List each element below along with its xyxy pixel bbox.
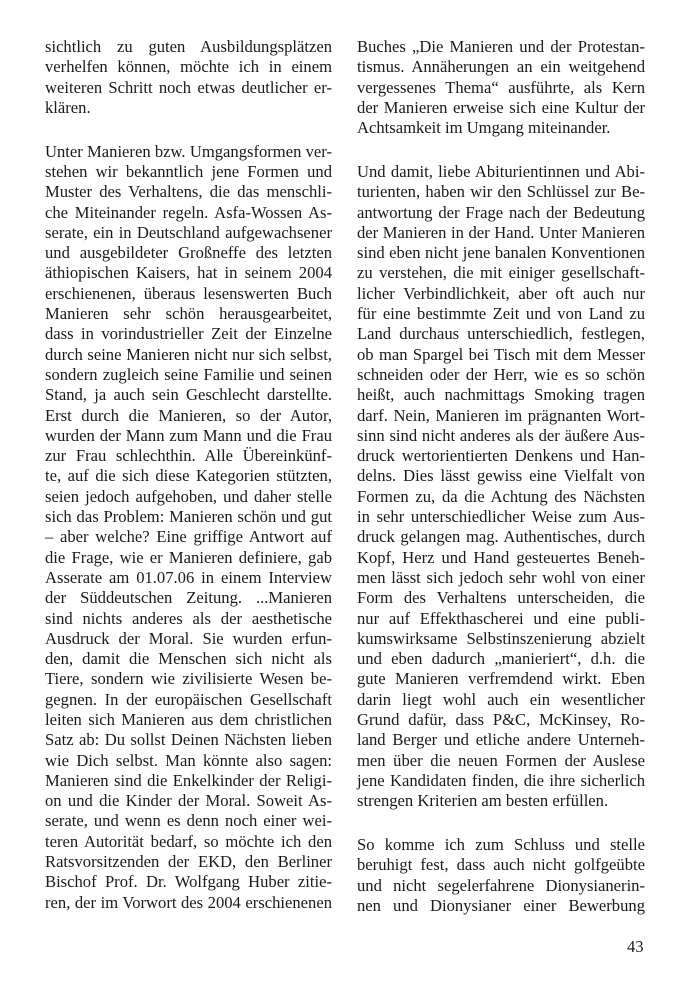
- text-line: ren, der im Vorwort des 2004 erschienenen: [45, 892, 332, 912]
- text-line: Und damit, liebe Abiturientinnen und Abi-: [357, 161, 645, 181]
- text-line: Achtsamkeit im Umgang miteinander.: [357, 118, 611, 138]
- text-line: So komme ich zum Schluss und stelle: [357, 834, 645, 854]
- text-line: men über die neuen Formen der Auslese: [357, 750, 645, 770]
- text-line: tismus. Annäherungen an ein weitgehend: [357, 57, 645, 77]
- text-line: beruhigt fest, dass auch nicht golfgeübte: [357, 855, 645, 875]
- text-line: Muster des Verhaltens, die das menschli-: [45, 182, 332, 202]
- text-line: gegnen. In der europäischen Gesellschaft: [45, 689, 332, 709]
- text-line: klären.: [45, 97, 91, 117]
- text-line: men lässt sich jedoch sehr wohl von einer: [357, 567, 645, 587]
- text-line: leiten sich Manieren aus dem christlichen: [45, 710, 332, 729]
- text-line: verhelfen können, möchte ich in einem: [45, 57, 332, 77]
- text-line: Form des Verhaltens unterscheiden, die: [357, 588, 645, 608]
- text-line: stehen wir bekanntlich jene Formen und: [45, 161, 332, 181]
- text-line: weiteren Schritt noch etwas deutlicher er-: [45, 77, 332, 97]
- text-line: teren Autorität bedarf, so möchte ich den: [45, 831, 332, 851]
- text-line: Stand, ja auch sein Geschlecht darstellte.: [45, 385, 332, 405]
- text-line: wurden der Mann zum Mann und die Frau: [45, 425, 332, 445]
- text-line: der Süddeutschen Zeitung. ...Manieren: [45, 588, 332, 608]
- text-line: Land durchaus unterschiedlich, festlegen,: [357, 324, 645, 344]
- text-line: und nicht segelerfahrene Dionysianerin-: [357, 875, 645, 895]
- text-line: che Miteinander regeln. Asfa-Wossen As-: [45, 202, 332, 222]
- text-line: Ausdruck der Moral. Sie wurden erfun-: [45, 628, 332, 648]
- text-line: zur Frau schlechthin. Alle Übereinkünf-: [45, 446, 332, 466]
- text-line: darin liegt wohl auch ein wesentlicher: [357, 689, 645, 709]
- page-number: 43: [627, 937, 644, 956]
- text-line: nur auf Effekthascherei und eine publi-: [357, 608, 645, 628]
- paragraph: [45, 37, 332, 118]
- text-line: nen und Dionysianer einer Bewerbung: [357, 895, 645, 915]
- text-line: land Berger und etliche andere Unterneh-: [357, 730, 645, 750]
- text-line: Ratsvorsitzenden der EKD, den Berliner: [45, 852, 332, 872]
- text-line: und ausgebildeter Großneffe des letzten: [45, 243, 332, 263]
- text-line: vergessenes Thema“ ausführte, als Kern: [357, 77, 645, 97]
- text-line: und eben dadurch „manieriert“, d.h. die: [357, 649, 645, 669]
- text-line: ob man Spargel bei Tisch mit dem Messer: [357, 344, 645, 364]
- text-line: Buches „Die Manieren und der Protestan-: [357, 37, 645, 56]
- text-line: druck gelangen mag. Authentisches, durch: [357, 527, 645, 547]
- paragraph: [357, 37, 645, 138]
- text-line: sinn sind nicht anderes als der äußere Aus-: [357, 425, 645, 445]
- text-line: Manieren sind die Enkelkinder der Religi-: [45, 770, 332, 790]
- text-line: seien jedoch aufgehoben, und daher stelle: [45, 486, 332, 506]
- text-line: Satz ab: Du sollst Deinen Nächsten lieben: [45, 730, 332, 750]
- text-line: kumswirksame Selbstinszenierung abzielt: [357, 628, 645, 648]
- text-line: Tiere, sondern wie zivilisierte Wesen be-: [45, 669, 332, 689]
- text-line: on und die Kinder der Moral. Soweit As-: [45, 791, 332, 811]
- paragraph-gap: [45, 118, 332, 142]
- text-line: in sehr unterschiedlicher Weise zum Aus-: [357, 507, 645, 527]
- text-line: Asserate am 01.07.06 in einem Interview: [45, 567, 332, 587]
- text-line: Erst durch die Manieren, so der Autor,: [45, 405, 332, 425]
- text-line: delns. Dies lässt gewiss eine Vielfalt von: [357, 466, 645, 486]
- text-line: strengen Kriterien am besten erfüllen.: [357, 791, 609, 811]
- text-line: serate, und wenn es denn noch einer wei-: [45, 811, 332, 831]
- text-line: licher Verbindlichkeit, aber oft auch nur: [357, 283, 645, 303]
- text-line: durch seine Manieren nicht nur sich selbst,: [45, 344, 332, 364]
- text-line: sind eben nicht jene banalen Konventionen: [357, 243, 645, 263]
- text-line: heißt, auch nachmittags Smoking tragen: [357, 385, 645, 405]
- text-line: für eine bestimmte Zeit und von Land zu: [357, 304, 645, 324]
- text-line: jene Kandidaten finden, die ihre sicherlich: [357, 770, 645, 790]
- paragraph: [45, 142, 332, 913]
- text-line: Bischof Prof. Dr. Wolfgang Huber zitie-: [45, 872, 332, 892]
- paragraph: [357, 162, 645, 812]
- text-line: wie Dich selbst. Man könnte also sagen:: [45, 750, 332, 770]
- text-line: zu verstehen, die mit einiger gesellschaft-: [357, 263, 645, 283]
- text-line: schneiden oder der Herr, wie es so schön: [357, 364, 645, 384]
- text-line: sich das Problem: Manieren schön und gut: [45, 507, 332, 527]
- text-line: Kopf, Herz und Hand gesteuertes Beneh-: [357, 547, 645, 567]
- text-line: sind nichts anderes als der aesthetische: [45, 608, 332, 628]
- right-column: [357, 37, 645, 916]
- text-line: druck wertorientierten Denkens und Han-: [357, 446, 645, 466]
- text-line: antwortung der Frage nach der Bedeutung: [357, 202, 645, 222]
- text-line: sichtlich zu guten Ausbildungsplätzen: [45, 37, 332, 56]
- text-line: darf. Nein, Manieren im prägnanten Wort-: [357, 405, 645, 425]
- paragraph-gap: [357, 138, 645, 162]
- text-line: – aber welche? Eine griffige Antwort auf: [45, 527, 332, 547]
- text-line: den, damit die Menschen sich nicht als: [45, 649, 332, 669]
- text-line: der Manieren erweise sich eine Kultur der: [357, 97, 645, 117]
- text-line: die Frage, wie er Manieren definiere, gab: [45, 547, 332, 567]
- text-line: Manieren sehr schön herausgearbeitet,: [45, 304, 332, 324]
- text-line: äthiopischen Kaisers, hat in seinem 2004: [45, 263, 332, 283]
- left-column: [45, 37, 332, 913]
- text-line: gute Manieren verfremdend wirkt. Eben: [357, 669, 645, 689]
- text-line: sondern zugleich seine Familie und seinen: [45, 364, 332, 384]
- text-line: Unter Manieren bzw. Umgangsformen ver-: [45, 141, 332, 161]
- text-line: serate, ein in Deutschland aufgewachsener: [45, 222, 332, 242]
- text-line: dass in vorindustrieller Zeit der Einzelne: [45, 324, 332, 344]
- text-line: turienten, haben wir den Schlüssel zur Be-: [357, 182, 645, 202]
- paragraph: [357, 835, 645, 916]
- paragraph-gap: [357, 811, 645, 835]
- text-line: te, auf die sich diese Kategorien stützten,: [45, 466, 332, 486]
- text-line: Grund dafür, dass P&C, McKinsey, Ro-: [357, 710, 645, 729]
- text-line: der Manieren in der Hand. Unter Manieren: [357, 222, 645, 242]
- text-line: Formen zu, da die Achtung des Nächsten: [357, 486, 645, 506]
- text-line: erschienenen, überaus lesenswerten Buch: [45, 283, 332, 303]
